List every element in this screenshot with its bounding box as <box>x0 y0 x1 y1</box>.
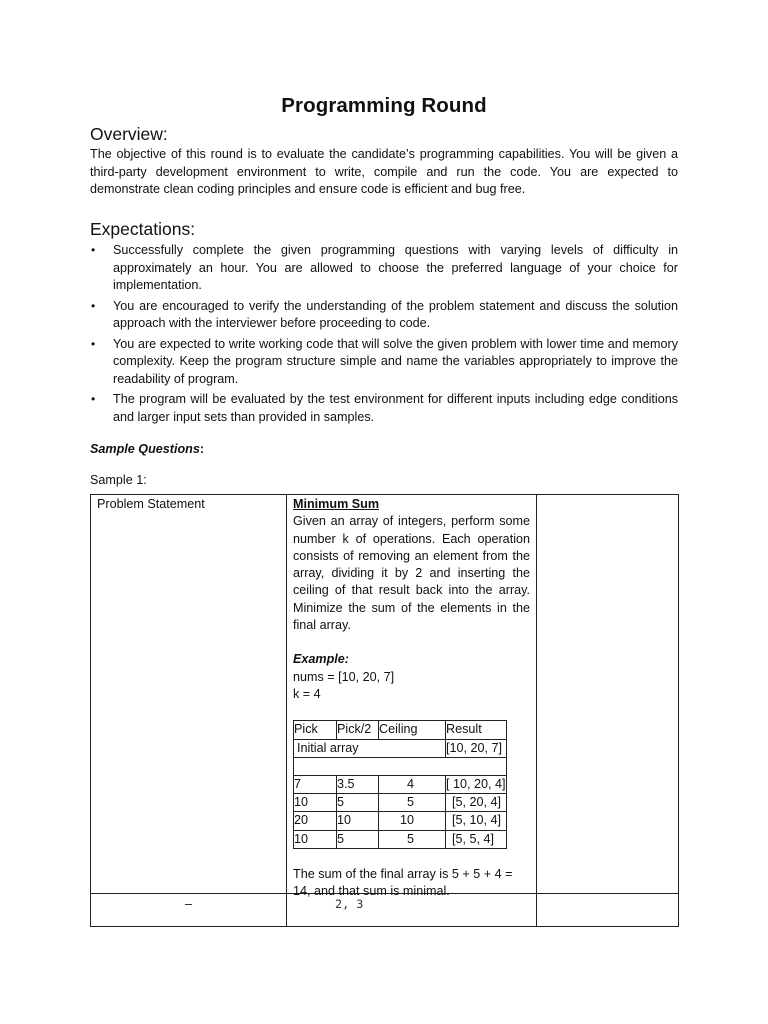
ops-cell: 20 <box>294 812 337 830</box>
list-item <box>90 242 678 295</box>
list-item <box>90 298 678 333</box>
overview-heading: Overview: <box>90 124 168 144</box>
sample-questions-label <box>90 442 204 456</box>
ops-cell: 10 <box>294 830 337 848</box>
ops-header-cell: Pick/2 <box>337 721 379 739</box>
initial-array-label: Initial array <box>294 739 446 757</box>
ops-cell: 5 <box>379 830 446 848</box>
ops-cell: 7 <box>294 775 337 793</box>
row2-value: 2, 3 <box>335 897 364 911</box>
bullet-icon: • <box>91 392 96 406</box>
expectations-list <box>90 242 678 429</box>
nums-line: nums = [10, 20, 7] <box>293 669 395 684</box>
k-line: k = 4 <box>293 686 321 701</box>
table-row <box>294 812 507 830</box>
table-cell <box>91 495 287 894</box>
ops-header-cell: Pick <box>294 721 337 739</box>
table-cell <box>537 495 679 894</box>
expectations-heading: Expectations: <box>90 219 196 239</box>
example-label: Example: <box>293 652 349 667</box>
list-item <box>90 391 678 426</box>
table-row <box>294 794 507 812</box>
list-item <box>90 336 678 389</box>
page-title: Programming Round <box>281 94 487 117</box>
ops-cell: [5, 10, 4] <box>446 812 507 830</box>
ops-header-cell: Result <box>446 721 507 739</box>
problem-title: Minimum Sum <box>293 497 380 511</box>
table-cell <box>91 894 287 927</box>
row2-label: – <box>184 897 192 911</box>
sample-questions-colon: : <box>199 442 205 456</box>
ops-cell: 5 <box>337 794 379 812</box>
table-row <box>294 830 507 848</box>
problem-text: Given an array of integers, perform some number k of operations. Each operation consists of removing an element from the array, dividing it by 2 and inserting the ceiling of that result back into the array. Minimize the sum of the elements in the final array. <box>293 514 530 633</box>
ops-cell: [5, 5, 4] <box>446 830 507 848</box>
table-cell <box>287 495 537 899</box>
ops-cell: 10 <box>379 812 446 830</box>
overview-text: The objective of this round is to evaluate the candidate’s programming capabilities. You will be given a third-party development environment to write, compile and run the code. You are expected to demonstrate clean coding principles and ensure code is efficient and bug free. <box>90 147 678 196</box>
ops-cell: 5 <box>337 830 379 848</box>
ops-cell: 10 <box>294 794 337 812</box>
ops-header-cell: Ceiling <box>379 721 446 739</box>
table-row <box>294 721 507 739</box>
bullet-icon: • <box>91 243 96 257</box>
table-row <box>91 495 679 894</box>
ops-cell: 10 <box>337 812 379 830</box>
list-item-text: You are encouraged to verify the understanding of the problem statement and discuss the solution approach with the interviewer before proceeding to code. <box>113 298 678 330</box>
list-item-text: Successfully complete the given programming questions with varying levels of difficulty in approximately an hour. You are allowed to choose the preferred language of your choice for implementation. <box>113 243 678 292</box>
list-item-text: You are expected to write working code that will solve the given problem with lower time and memory complexity. Keep the program structure simple and name the variables appropriately to improve the readability of program. <box>113 336 678 386</box>
problem-statement-label: Problem Statement <box>97 497 205 511</box>
conclusion-text: The sum of the final array is 5 + 5 + 4 = 14, and that sum is minimal. <box>293 867 513 899</box>
ops-cell: 5 <box>379 794 446 812</box>
initial-array-value: [10, 20, 7] <box>446 739 507 757</box>
ops-cell: [5, 20, 4] <box>446 794 507 812</box>
sample-questions-text: Sample Questions <box>90 442 200 456</box>
table-cell <box>537 894 679 927</box>
operations-table <box>293 720 507 849</box>
list-item-text: The program will be evaluated by the test environment for different inputs including edge conditions and larger input sets than provided in samples. <box>113 392 678 424</box>
sample-table <box>90 494 679 927</box>
table-row <box>294 739 507 757</box>
ops-cell: 4 <box>379 775 446 793</box>
bullet-icon: • <box>91 336 96 351</box>
ops-cell: [ 10, 20, 4] <box>446 775 507 793</box>
ops-cell: 3.5 <box>337 775 379 793</box>
table-row <box>294 775 507 793</box>
sample-1-label: Sample 1: <box>90 473 147 487</box>
bullet-icon: • <box>91 298 96 313</box>
